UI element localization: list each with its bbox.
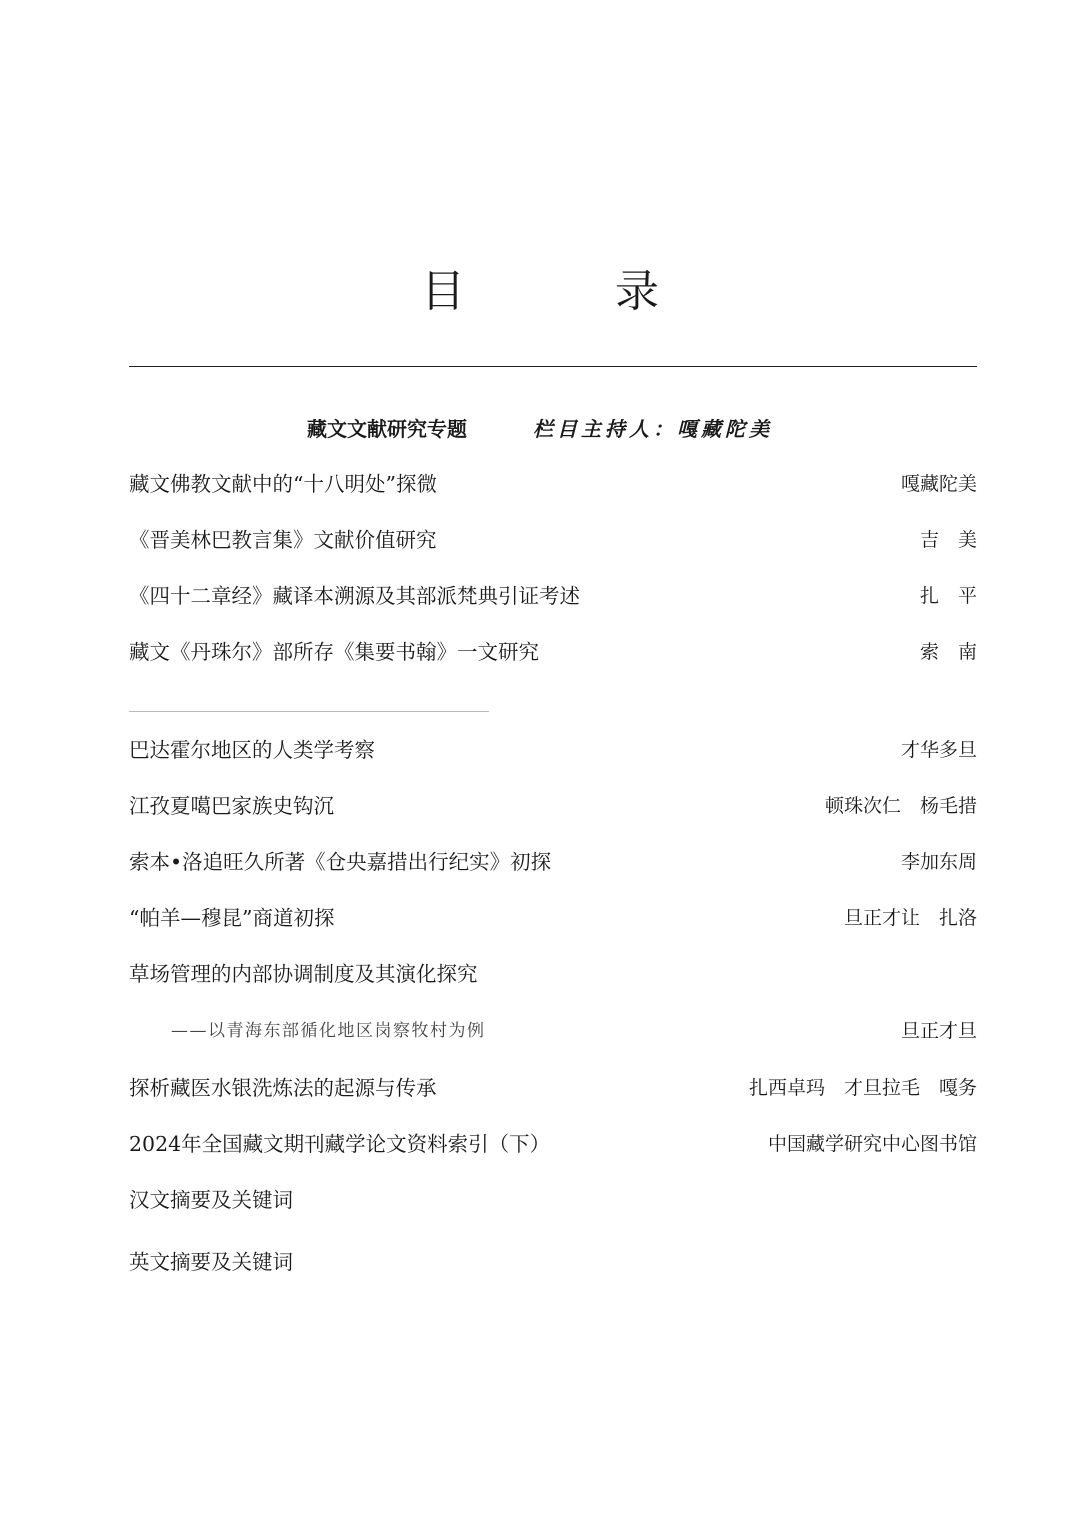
entry-title: 探析藏医水银洗炼法的起源与传承 xyxy=(129,1076,437,1100)
entry-title: 《晋美林巴教言集》文献价值研究 xyxy=(129,528,437,552)
toc-entry-10[interactable] xyxy=(129,1070,977,1106)
entry-title: 索本•洛追旺久所著《仓央嘉措出行纪实》初探 xyxy=(129,850,552,874)
toc-title-char-2: 录 xyxy=(615,266,659,317)
entry-title: 藏文《丹珠尔》部所存《集要书翰》一文研究 xyxy=(129,640,539,664)
entry-author: 旦正才让 扎洛 xyxy=(843,907,977,929)
entry-title: 草场管理的内部协调制度及其演化探究 xyxy=(129,962,478,986)
entry-author: 李加东周 xyxy=(900,851,977,873)
entry-title: 《四十二章经》藏译本溯源及其部派梵典引证考述 xyxy=(129,584,580,608)
entry-author: 吉 美 xyxy=(919,529,977,551)
section-host: 栏目主持人：嘎藏陀美 xyxy=(533,417,773,441)
toc-entry-3[interactable] xyxy=(129,578,977,614)
toc-entry-1[interactable] xyxy=(129,466,977,502)
entry-subtitle: ——以青海东部循化地区岗察牧村为例 xyxy=(171,1021,486,1041)
entry-author: 扎西卓玛 才旦拉毛 嘎务 xyxy=(748,1077,977,1099)
entry-title: 2024年全国藏文期刊藏学论文资料索引（下） xyxy=(129,1132,551,1156)
entry-author: 旦正才旦 xyxy=(900,1020,977,1042)
toc-entry-9-subtitle[interactable] xyxy=(129,1013,977,1049)
toc-entry-8[interactable] xyxy=(129,900,977,936)
entry-title: 巴达霍尔地区的人类学考察 xyxy=(129,738,375,762)
toc-entry-6[interactable] xyxy=(129,788,977,824)
toc-entry-11[interactable] xyxy=(129,1126,977,1162)
entry-title: 藏文佛教文献中的“十八明处”探微 xyxy=(129,472,437,496)
toc-entry-9[interactable] xyxy=(129,956,977,992)
entry-author: 中国藏学研究中心图书馆 xyxy=(767,1133,977,1155)
toc-entry-7[interactable] xyxy=(129,844,977,880)
entry-title: 英文摘要及关键词 xyxy=(129,1250,293,1274)
entry-title: 汉文摘要及关键词 xyxy=(129,1188,293,1212)
entry-title: “帕羊—穆昆”商道初探 xyxy=(129,906,335,930)
toc-title xyxy=(0,262,1080,322)
section-name: 藏文文献研究专题 xyxy=(307,417,467,441)
title-divider xyxy=(129,366,977,367)
entry-title: 江孜夏噶巴家族史钩沉 xyxy=(129,794,334,818)
entry-author: 嘎藏陀美 xyxy=(900,473,977,495)
toc-title-char-1: 目 xyxy=(421,266,465,317)
toc-entry-13[interactable] xyxy=(129,1244,977,1280)
section-header xyxy=(0,412,1080,446)
entry-author: 顿珠次仁 杨毛措 xyxy=(824,795,977,817)
toc-entry-5[interactable] xyxy=(129,732,977,768)
toc-entry-2[interactable] xyxy=(129,522,977,558)
entry-author: 扎 平 xyxy=(919,585,977,607)
entry-author: 索 南 xyxy=(919,641,977,663)
toc-entry-12[interactable] xyxy=(129,1182,977,1218)
toc-entry-4[interactable] xyxy=(129,634,977,670)
entry-author: 才华多旦 xyxy=(900,739,977,761)
section-divider xyxy=(129,711,489,712)
